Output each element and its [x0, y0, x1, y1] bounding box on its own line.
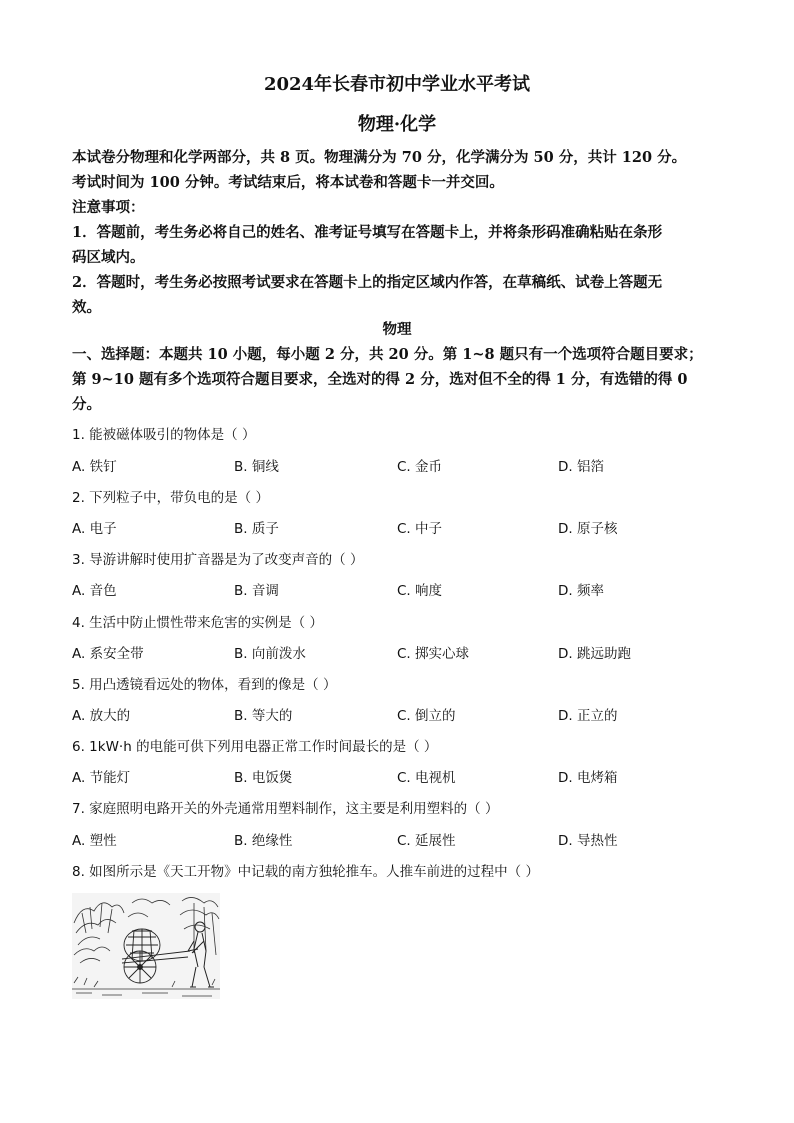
- q3-option-b: B. 音调: [234, 583, 279, 599]
- q1-option-d: D. 铝箔: [558, 459, 604, 475]
- part1-intro-line-c: 分。: [72, 396, 101, 413]
- q6-option-c: C. 电视机: [397, 770, 456, 786]
- q3-option-c: C. 响度: [397, 583, 443, 599]
- exam-title: 2024年长春市初中学业水平考试: [263, 74, 531, 95]
- q4-option-b: B. 向前泼水: [234, 646, 306, 662]
- question-5: 5. 用凸透镜看远处的物体，看到的像是（ ）: [72, 677, 337, 693]
- instruction-line-1: 本试卷分物理和化学两部分，共 8 页。物理满分为 70 分，化学满分为 50 分，共计 120 分。: [72, 149, 687, 166]
- wheelbarrow-illustration-icon: [72, 893, 220, 999]
- q5-option-b: B. 等大的: [234, 708, 293, 724]
- q7-option-c: C. 延展性: [397, 833, 456, 849]
- q1-option-c: C. 金币: [397, 459, 443, 475]
- question-7: 7. 家庭照明电路开关的外壳通常用塑料制作，这主要是利用塑料的（ ）: [72, 801, 499, 817]
- question-2: 2. 下列粒子中，带负电的是（ ）: [72, 490, 269, 506]
- q6-option-d: D. 电烤箱: [558, 770, 618, 786]
- question-8: 8. 如图所示是《天工开物》中记载的南方独轮推车。人推车前进的过程中（ ）: [72, 864, 539, 880]
- exam-subtitle: 物理·化学: [357, 114, 437, 135]
- notes-title: 注意事项：: [72, 199, 145, 216]
- note-2-line-b: 效。: [72, 299, 101, 316]
- q2-option-a: A. 电子: [72, 521, 117, 537]
- instruction-line-2: 考试时间为 100 分钟。考试结束后，将本试卷和答题卡一并交回。: [72, 174, 504, 191]
- q1-option-a: A. 铁钉: [72, 459, 117, 475]
- q7-option-d: D. 导热性: [558, 833, 618, 849]
- q5-option-d: D. 正立的: [558, 708, 618, 724]
- part1-intro-line-a: 一、选择题：本题共 10 小题，每小题 2 分，共 20 分。第 1~8 题只有一个选项符合题目要求；: [72, 346, 703, 363]
- q7-option-a: A. 塑性: [72, 833, 117, 849]
- q1-option-b: B. 铜线: [234, 459, 279, 475]
- q4-option-a: A. 系安全带: [72, 646, 144, 662]
- q2-option-d: D. 原子核: [558, 521, 618, 537]
- q2-option-c: C. 中子: [397, 521, 443, 537]
- question-3: 3. 导游讲解时使用扩音器是为了改变声音的（ ）: [72, 552, 364, 568]
- q5-option-a: A. 放大的: [72, 708, 131, 724]
- part1-intro-line-b: 第 9~10 题有多个选项符合题目要求，全选对的得 2 分，选对但不全的得 1 分，有选错的得 0: [72, 371, 688, 388]
- question-1: 1. 能被磁体吸引的物体是（ ）: [72, 427, 256, 443]
- q3-option-d: D. 频率: [558, 583, 604, 599]
- q2-option-b: B. 质子: [234, 521, 279, 537]
- note-1-line-a: 1．答题前，考生务必将自己的姓名、准考证号填写在答题卡上，并将条形码准确粘贴在条形: [72, 224, 663, 241]
- q6-option-a: A. 节能灯: [72, 770, 131, 786]
- note-2-line-a: 2．答题时，考生务必按照考试要求在答题卡上的指定区域内作答，在草稿纸、试卷上答题无: [72, 274, 663, 291]
- question-4: 4. 生活中防止惯性带来危害的实例是（ ）: [72, 615, 323, 631]
- q3-option-a: A. 音色: [72, 583, 117, 599]
- question-6: 6. 1kW·h 的电能可供下列用电器正常工作时间最长的是（ ）: [72, 739, 438, 755]
- q5-option-c: C. 倒立的: [397, 708, 456, 724]
- q6-option-b: B. 电饭煲: [234, 770, 293, 786]
- q7-option-b: B. 绝缘性: [234, 833, 293, 849]
- physics-section-title: 物理: [382, 321, 412, 338]
- note-1-line-b: 码区域内。: [72, 249, 145, 266]
- q4-option-c: C. 掷实心球: [397, 646, 470, 662]
- q4-option-d: D. 跳远助跑: [558, 646, 631, 662]
